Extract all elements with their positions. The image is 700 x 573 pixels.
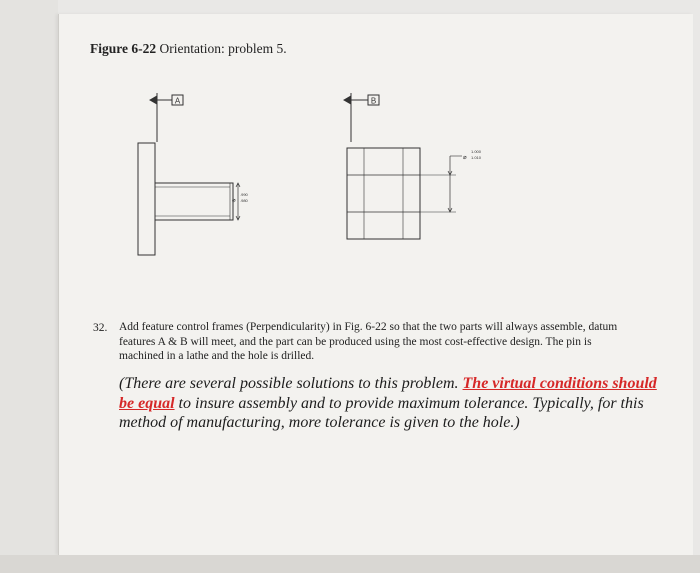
hole-dimension-lower: 1.010 [471, 155, 482, 160]
hole-diameter-symbol: ⌀ [463, 155, 467, 161]
question-text: Add feature control frames (Perpendicularity) in Fig. 6-22 so that the two parts will always assemble, datum features A & B will meet, and the part can be produced using the most cost-effective design. The pin is machined in a lathe and the hole is drilled. [119, 321, 618, 362]
background-left [0, 0, 58, 573]
figure-label: Figure 6-22 [90, 41, 157, 56]
answer-note [119, 374, 659, 433]
datum-b-triangle [344, 96, 351, 104]
datum-b-label: B [370, 96, 377, 106]
pin-shaft [155, 183, 233, 220]
answer-part1: (There are several possible solutions to this problem. [119, 375, 463, 392]
figure-caption-text: Orientation: problem 5. [159, 41, 287, 56]
question-number: 32. [93, 322, 108, 334]
hole-block [347, 148, 420, 239]
pin-dimension-lower: .980 [240, 198, 248, 203]
pin-diameter-symbol: ⌀ [232, 198, 236, 204]
pin-flange [138, 143, 155, 255]
figure-caption [90, 41, 287, 57]
answer-highlight: The virtual conditions should be equal [119, 375, 657, 412]
technical-drawing [120, 80, 500, 265]
datum-a-label: A [174, 96, 181, 106]
answer-part2: to insure assembly and to provide maximum tolerance. Typically, for this method of manufacturing, more tolerance is given to the hole.) [119, 394, 644, 431]
hole-dimension-upper: 1.000 [471, 149, 482, 154]
background-bottom [0, 555, 700, 573]
datum-a-triangle [150, 96, 157, 104]
pin-dimension-upper: .990 [240, 192, 248, 197]
